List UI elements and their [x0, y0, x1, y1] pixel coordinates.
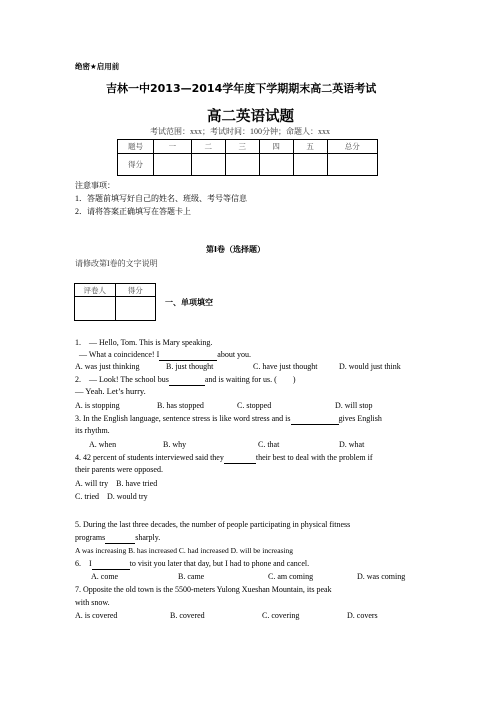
option: D. covers	[347, 611, 378, 620]
text-segment: sharply.	[135, 533, 161, 542]
text-segment: 4. 42 percent of students interviewed said they	[75, 453, 224, 462]
text-segment: — What a coincidence! I	[79, 350, 160, 359]
score-cell	[327, 154, 377, 176]
answer-blank	[224, 452, 256, 464]
text-segment: 3. In the English language, sentence stress is like word stress and is	[75, 414, 291, 423]
question-1-stem: 1. — Hello, Tom. This is Mary speaking.	[75, 338, 213, 347]
text-segment: gives English	[338, 414, 382, 423]
option: C. stopped	[237, 401, 272, 410]
question-6-stem	[75, 558, 309, 570]
score-label: 得分	[115, 284, 156, 297]
score-cell	[225, 154, 259, 176]
paper-title: 高二英语试题	[207, 109, 294, 125]
score-cell	[293, 154, 327, 176]
answer-blank	[105, 532, 135, 544]
question-5-stem: 5. During the last three decades, the number of people participating in physical fitness	[75, 520, 351, 529]
notes-item: 1．答题前填写好自己的姓名、班级、考号等信息	[75, 194, 247, 203]
option: A. is stopping	[75, 401, 120, 410]
option: B. just thought	[166, 362, 214, 371]
option: C. that	[258, 440, 280, 449]
question-3-stem	[75, 413, 382, 425]
score-header-cell: 五	[293, 140, 327, 154]
score-cell	[153, 154, 191, 176]
option: B. came	[178, 572, 205, 581]
option: D. what	[339, 440, 365, 449]
option: A. was just thinking	[75, 362, 140, 371]
exam-info: 考试范围：xxx；考试时间：100分钟；命题人：xxx	[150, 127, 330, 136]
option: A. will try B. have tried	[75, 479, 158, 488]
score-cell	[115, 297, 156, 321]
option: D. will stop	[335, 401, 373, 410]
option: D. was coming	[357, 572, 406, 581]
answer-blank	[159, 349, 217, 361]
question-2-stem	[75, 374, 296, 386]
part-title: 第I卷（选择题）	[206, 245, 265, 254]
question-7-continuation: with snow.	[75, 598, 110, 607]
text-segment: their best to deal with the problem if	[255, 453, 373, 462]
option: C. am coming	[268, 572, 314, 581]
score-cell	[259, 154, 293, 176]
option: D. would just think	[339, 362, 401, 371]
notes-title: 注意事项：	[75, 181, 115, 190]
answer-blank	[291, 413, 339, 425]
question-4-stem	[75, 452, 373, 464]
option: B. has stopped	[157, 401, 204, 410]
score-table	[117, 139, 378, 176]
text-segment: 2. — Look! The school bus	[75, 375, 169, 384]
option: A was increasing B. has increased C. had increased D. will be increasing	[75, 546, 294, 555]
question-1-dialogue	[79, 349, 251, 361]
score-header-cell: 四	[259, 140, 293, 154]
question-2-dialogue: — Yeah. Let’s hurry.	[75, 386, 146, 396]
text-segment: to visit you later that day, but I had to phone and cancel.	[129, 559, 310, 568]
question-5-continuation	[75, 532, 160, 544]
text-segment: and is waiting for us. ( )	[204, 375, 296, 384]
score-row-label: 得分	[118, 154, 154, 176]
score-header-cell: 总分	[327, 140, 377, 154]
score-header-cell: 一	[153, 140, 191, 154]
option: C. tried D. would try	[75, 492, 148, 501]
option: A. come	[91, 572, 119, 581]
grader-table	[74, 283, 156, 321]
option: A. when	[89, 440, 117, 449]
option: A. is covered	[75, 611, 118, 620]
question-7-stem: 7. Opposite the old town is the 5500-meters Yulong Xueshan Mountain, its peak	[75, 585, 332, 594]
text-segment: programs	[75, 533, 106, 542]
text-segment: about you.	[217, 350, 252, 359]
notes-item: 2．请将答案正确填写在答题卡上	[75, 207, 191, 216]
grader-label: 评卷人	[75, 284, 116, 297]
section-title: 一、单项填空	[165, 298, 213, 307]
question-3-continuation: its rhythm.	[75, 426, 110, 435]
grader-cell	[75, 297, 116, 321]
score-header-cell: 题号	[118, 140, 154, 154]
option: B. why	[163, 440, 187, 449]
answer-blank	[169, 374, 205, 386]
part-description: 请修改第I卷的文字说明	[75, 259, 158, 268]
option: C. have just thought	[253, 362, 318, 371]
option: C. covering	[262, 611, 300, 620]
option: B. covered	[170, 611, 205, 620]
score-header-cell: 二	[191, 140, 225, 154]
question-4-continuation: their parents were opposed.	[75, 465, 163, 474]
answer-blank	[92, 558, 130, 570]
secret-label: 绝密★启用前	[75, 62, 120, 71]
text-segment: 6. I	[75, 559, 92, 568]
score-header-cell: 三	[225, 140, 259, 154]
score-cell	[191, 154, 225, 176]
exam-title: 吉林一中2013—2014学年度下学期期末高二英语考试	[106, 82, 377, 95]
